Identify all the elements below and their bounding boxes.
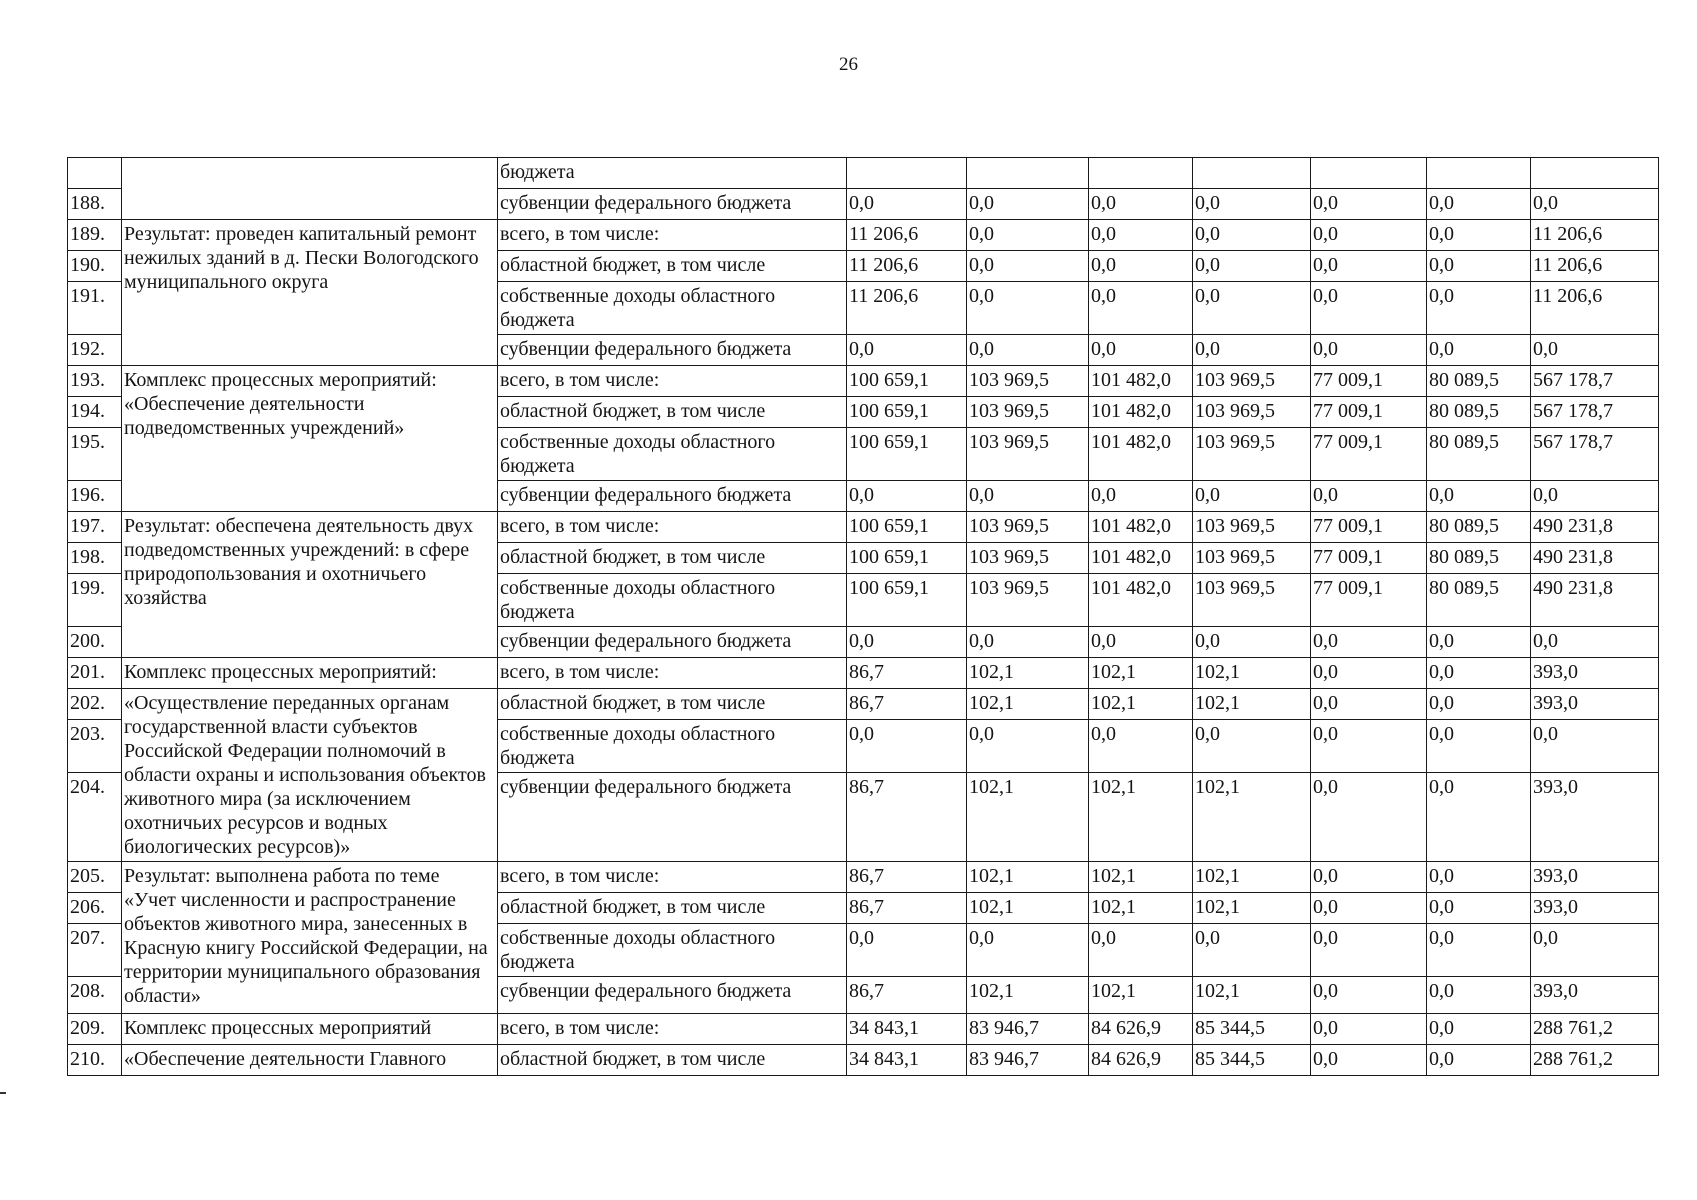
measure-description bbox=[122, 158, 498, 220]
amount-cell bbox=[1531, 158, 1659, 189]
funding-source: собственные доходы областного бюджета bbox=[498, 282, 847, 335]
row-number: 204. bbox=[68, 773, 122, 862]
amount-cell bbox=[1311, 158, 1427, 189]
funding-source: собственные доходы областного бюджета bbox=[498, 720, 847, 773]
amount-cell: 0,0 bbox=[1311, 689, 1427, 720]
amount-cell: 85 344,5 bbox=[1193, 1014, 1311, 1045]
table-row bbox=[68, 220, 1659, 251]
amount-cell: 103 969,5 bbox=[1193, 512, 1311, 543]
funding-source: субвенции федерального бюджета bbox=[498, 335, 847, 366]
row-number: 188. bbox=[68, 189, 122, 220]
funding-source: областной бюджет, в том числе bbox=[498, 689, 847, 720]
row-number: 192. bbox=[68, 335, 122, 366]
amount-cell: 288 761,2 bbox=[1531, 1014, 1659, 1045]
amount-cell: 0,0 bbox=[1427, 689, 1531, 720]
amount-cell: 0,0 bbox=[1089, 924, 1193, 977]
amount-cell: 0,0 bbox=[1089, 251, 1193, 282]
amount-cell: 0,0 bbox=[967, 627, 1089, 658]
amount-cell: 393,0 bbox=[1531, 862, 1659, 893]
amount-cell: 102,1 bbox=[1089, 773, 1193, 862]
row-number: 209. bbox=[68, 1014, 122, 1045]
amount-cell: 393,0 bbox=[1531, 977, 1659, 1014]
amount-cell: 103 969,5 bbox=[967, 512, 1089, 543]
funding-source: областной бюджет, в том числе bbox=[498, 893, 847, 924]
amount-cell: 34 843,1 bbox=[847, 1045, 967, 1076]
table-row bbox=[68, 862, 1659, 893]
funding-source: субвенции федерального бюджета bbox=[498, 773, 847, 862]
amount-cell: 0,0 bbox=[1193, 220, 1311, 251]
amount-cell bbox=[1427, 158, 1531, 189]
amount-cell: 0,0 bbox=[1427, 189, 1531, 220]
amount-cell: 0,0 bbox=[1311, 481, 1427, 512]
amount-cell: 102,1 bbox=[967, 689, 1089, 720]
amount-cell: 101 482,0 bbox=[1089, 397, 1193, 428]
amount-cell: 0,0 bbox=[1531, 335, 1659, 366]
amount-cell: 0,0 bbox=[1531, 627, 1659, 658]
amount-cell: 101 482,0 bbox=[1089, 543, 1193, 574]
row-number: 194. bbox=[68, 397, 122, 428]
amount-cell: 0,0 bbox=[1427, 481, 1531, 512]
amount-cell bbox=[967, 158, 1089, 189]
amount-cell: 0,0 bbox=[1531, 720, 1659, 773]
amount-cell: 100 659,1 bbox=[847, 574, 967, 627]
amount-cell: 101 482,0 bbox=[1089, 428, 1193, 481]
amount-cell: 0,0 bbox=[1311, 862, 1427, 893]
amount-cell: 0,0 bbox=[967, 189, 1089, 220]
amount-cell: 0,0 bbox=[1311, 893, 1427, 924]
amount-cell: 0,0 bbox=[847, 189, 967, 220]
amount-cell: 77 009,1 bbox=[1311, 428, 1427, 481]
table-row bbox=[68, 1045, 1659, 1076]
amount-cell: 0,0 bbox=[847, 481, 967, 512]
amount-cell: 567 178,7 bbox=[1531, 428, 1659, 481]
amount-cell: 102,1 bbox=[1193, 862, 1311, 893]
scan-edge-mark bbox=[0, 1092, 6, 1094]
amount-cell: 0,0 bbox=[1427, 924, 1531, 977]
measure-description: Комплекс процессных мероприятий: «Обеспечение деятельности подведомственных учреждений» bbox=[122, 366, 498, 512]
amount-cell: 0,0 bbox=[1193, 481, 1311, 512]
row-number: 202. bbox=[68, 689, 122, 720]
amount-cell: 0,0 bbox=[1089, 220, 1193, 251]
amount-cell: 103 969,5 bbox=[1193, 397, 1311, 428]
amount-cell: 0,0 bbox=[847, 924, 967, 977]
amount-cell: 80 089,5 bbox=[1427, 397, 1531, 428]
funding-source: всего, в том числе: bbox=[498, 366, 847, 397]
amount-cell: 102,1 bbox=[1089, 893, 1193, 924]
amount-cell: 102,1 bbox=[1089, 689, 1193, 720]
amount-cell: 11 206,6 bbox=[1531, 251, 1659, 282]
measure-description: «Осуществление переданных органам государственной власти субъектов Российской Федерации полномочий в области охраны и использования объектов животного мира (за исключением охотничьих ресурсов и водных биологических ресурсов)» bbox=[122, 689, 498, 862]
measure-description: Результат: проведен капитальный ремонт нежилых зданий в д. Пески Вологодского муниципального округа bbox=[122, 220, 498, 366]
amount-cell: 86,7 bbox=[847, 862, 967, 893]
measure-description: Комплекс процессных мероприятий bbox=[122, 1014, 498, 1045]
amount-cell: 0,0 bbox=[967, 251, 1089, 282]
amount-cell: 102,1 bbox=[1193, 658, 1311, 689]
amount-cell: 102,1 bbox=[1193, 689, 1311, 720]
row-number: 205. bbox=[68, 862, 122, 893]
amount-cell: 0,0 bbox=[1311, 1045, 1427, 1076]
amount-cell: 11 206,6 bbox=[847, 282, 967, 335]
row-number: 191. bbox=[68, 282, 122, 335]
row-number: 207. bbox=[68, 924, 122, 977]
amount-cell: 0,0 bbox=[1311, 977, 1427, 1014]
amount-cell: 0,0 bbox=[1193, 627, 1311, 658]
amount-cell: 101 482,0 bbox=[1089, 512, 1193, 543]
row-number: 196. bbox=[68, 481, 122, 512]
row-number: 206. bbox=[68, 893, 122, 924]
row-number: 195. bbox=[68, 428, 122, 481]
funding-source: областной бюджет, в том числе bbox=[498, 251, 847, 282]
page-number: 26 bbox=[839, 54, 858, 75]
amount-cell: 0,0 bbox=[967, 335, 1089, 366]
amount-cell: 101 482,0 bbox=[1089, 574, 1193, 627]
amount-cell: 0,0 bbox=[1427, 251, 1531, 282]
amount-cell: 0,0 bbox=[1427, 720, 1531, 773]
amount-cell: 393,0 bbox=[1531, 658, 1659, 689]
amount-cell: 102,1 bbox=[967, 893, 1089, 924]
funding-source: областной бюджет, в том числе bbox=[498, 1045, 847, 1076]
amount-cell: 0,0 bbox=[1427, 862, 1531, 893]
amount-cell: 0,0 bbox=[1427, 335, 1531, 366]
amount-cell: 85 344,5 bbox=[1193, 1045, 1311, 1076]
amount-cell: 100 659,1 bbox=[847, 543, 967, 574]
amount-cell: 77 009,1 bbox=[1311, 574, 1427, 627]
amount-cell: 0,0 bbox=[967, 481, 1089, 512]
row-number: 198. bbox=[68, 543, 122, 574]
amount-cell: 0,0 bbox=[1311, 1014, 1427, 1045]
amount-cell: 0,0 bbox=[1311, 924, 1427, 977]
amount-cell: 100 659,1 bbox=[847, 428, 967, 481]
amount-cell: 0,0 bbox=[1089, 627, 1193, 658]
amount-cell: 100 659,1 bbox=[847, 512, 967, 543]
amount-cell: 490 231,8 bbox=[1531, 512, 1659, 543]
amount-cell: 77 009,1 bbox=[1311, 543, 1427, 574]
amount-cell: 0,0 bbox=[1531, 189, 1659, 220]
amount-cell: 0,0 bbox=[1089, 189, 1193, 220]
amount-cell: 103 969,5 bbox=[1193, 428, 1311, 481]
measure-description: Результат: выполнена работа по теме «Учет численности и распространение объектов животного мира, занесенных в Красную книгу Российской Федерации, на территории муниципального образования области» bbox=[122, 862, 498, 1014]
row-number: 190. bbox=[68, 251, 122, 282]
amount-cell: 0,0 bbox=[1427, 893, 1531, 924]
amount-cell: 102,1 bbox=[967, 977, 1089, 1014]
funding-source: субвенции федерального бюджета bbox=[498, 189, 847, 220]
amount-cell: 0,0 bbox=[1089, 335, 1193, 366]
amount-cell: 102,1 bbox=[1089, 658, 1193, 689]
funding-source: областной бюджет, в том числе bbox=[498, 397, 847, 428]
funding-source: собственные доходы областного бюджета bbox=[498, 924, 847, 977]
amount-cell: 0,0 bbox=[1193, 251, 1311, 282]
amount-cell: 393,0 bbox=[1531, 893, 1659, 924]
table-row bbox=[68, 658, 1659, 689]
amount-cell: 77 009,1 bbox=[1311, 397, 1427, 428]
amount-cell: 0,0 bbox=[1427, 220, 1531, 251]
amount-cell: 0,0 bbox=[1531, 481, 1659, 512]
funding-source: всего, в том числе: bbox=[498, 1014, 847, 1045]
amount-cell: 0,0 bbox=[1311, 282, 1427, 335]
amount-cell bbox=[847, 158, 967, 189]
amount-cell: 77 009,1 bbox=[1311, 512, 1427, 543]
amount-cell: 100 659,1 bbox=[847, 366, 967, 397]
measure-description: «Обеспечение деятельности Главного bbox=[122, 1045, 498, 1076]
funding-source: субвенции федерального бюджета bbox=[498, 481, 847, 512]
funding-source: бюджета bbox=[498, 158, 847, 189]
amount-cell: 0,0 bbox=[1311, 251, 1427, 282]
amount-cell: 102,1 bbox=[1193, 977, 1311, 1014]
amount-cell: 80 089,5 bbox=[1427, 543, 1531, 574]
amount-cell: 103 969,5 bbox=[1193, 366, 1311, 397]
amount-cell: 83 946,7 bbox=[967, 1045, 1089, 1076]
row-number: 193. bbox=[68, 366, 122, 397]
amount-cell: 77 009,1 bbox=[1311, 366, 1427, 397]
amount-cell: 86,7 bbox=[847, 689, 967, 720]
amount-cell: 0,0 bbox=[1427, 977, 1531, 1014]
amount-cell: 86,7 bbox=[847, 658, 967, 689]
funding-source: областной бюджет, в том числе bbox=[498, 543, 847, 574]
measure-description: Комплекс процессных мероприятий: bbox=[122, 658, 498, 689]
amount-cell: 0,0 bbox=[1193, 282, 1311, 335]
amount-cell: 83 946,7 bbox=[967, 1014, 1089, 1045]
amount-cell: 0,0 bbox=[1089, 282, 1193, 335]
amount-cell: 0,0 bbox=[1311, 627, 1427, 658]
amount-cell: 102,1 bbox=[967, 773, 1089, 862]
amount-cell: 0,0 bbox=[967, 220, 1089, 251]
amount-cell: 0,0 bbox=[967, 924, 1089, 977]
funding-source: всего, в том числе: bbox=[498, 512, 847, 543]
amount-cell: 103 969,5 bbox=[967, 543, 1089, 574]
amount-cell: 102,1 bbox=[1193, 893, 1311, 924]
row-number: 197. bbox=[68, 512, 122, 543]
amount-cell: 0,0 bbox=[847, 720, 967, 773]
amount-cell: 103 969,5 bbox=[967, 366, 1089, 397]
amount-cell: 0,0 bbox=[1089, 481, 1193, 512]
amount-cell bbox=[1089, 158, 1193, 189]
amount-cell: 0,0 bbox=[1427, 1045, 1531, 1076]
table-row bbox=[68, 158, 1659, 189]
amount-cell: 102,1 bbox=[967, 862, 1089, 893]
amount-cell: 0,0 bbox=[1193, 720, 1311, 773]
amount-cell: 101 482,0 bbox=[1089, 366, 1193, 397]
row-number: 199. bbox=[68, 574, 122, 627]
row-number: 208. bbox=[68, 977, 122, 1014]
table-body bbox=[68, 158, 1659, 1076]
amount-cell bbox=[1193, 158, 1311, 189]
row-number: 189. bbox=[68, 220, 122, 251]
amount-cell: 0,0 bbox=[1427, 282, 1531, 335]
amount-cell: 84 626,9 bbox=[1089, 1014, 1193, 1045]
amount-cell: 11 206,6 bbox=[847, 220, 967, 251]
amount-cell: 0,0 bbox=[1311, 720, 1427, 773]
table-row bbox=[68, 1014, 1659, 1045]
amount-cell: 80 089,5 bbox=[1427, 366, 1531, 397]
row-number: 210. bbox=[68, 1045, 122, 1076]
amount-cell: 11 206,6 bbox=[1531, 220, 1659, 251]
amount-cell: 11 206,6 bbox=[847, 251, 967, 282]
row-number: 201. bbox=[68, 658, 122, 689]
amount-cell: 102,1 bbox=[1193, 773, 1311, 862]
amount-cell: 0,0 bbox=[1193, 335, 1311, 366]
funding-source: субвенции федерального бюджета bbox=[498, 977, 847, 1014]
amount-cell: 102,1 bbox=[1089, 977, 1193, 1014]
amount-cell: 393,0 bbox=[1531, 689, 1659, 720]
table-row bbox=[68, 366, 1659, 397]
amount-cell: 103 969,5 bbox=[967, 397, 1089, 428]
amount-cell: 80 089,5 bbox=[1427, 428, 1531, 481]
amount-cell: 0,0 bbox=[1193, 924, 1311, 977]
funding-source: всего, в том числе: bbox=[498, 658, 847, 689]
amount-cell: 0,0 bbox=[1089, 720, 1193, 773]
amount-cell: 490 231,8 bbox=[1531, 574, 1659, 627]
amount-cell: 0,0 bbox=[1427, 773, 1531, 862]
amount-cell: 86,7 bbox=[847, 977, 967, 1014]
amount-cell: 0,0 bbox=[1193, 189, 1311, 220]
table-row bbox=[68, 512, 1659, 543]
measure-description: Результат: обеспечена деятельность двух подведомственных учреждений: в сфере природопользования и охотничьего хозяйства bbox=[122, 512, 498, 658]
amount-cell: 0,0 bbox=[1311, 335, 1427, 366]
amount-cell: 0,0 bbox=[1311, 658, 1427, 689]
amount-cell: 393,0 bbox=[1531, 773, 1659, 862]
funding-source: всего, в том числе: bbox=[498, 862, 847, 893]
row-number bbox=[68, 158, 122, 189]
amount-cell: 0,0 bbox=[847, 627, 967, 658]
amount-cell: 102,1 bbox=[1089, 862, 1193, 893]
amount-cell: 84 626,9 bbox=[1089, 1045, 1193, 1076]
amount-cell: 0,0 bbox=[967, 720, 1089, 773]
row-number: 203. bbox=[68, 720, 122, 773]
amount-cell: 103 969,5 bbox=[967, 574, 1089, 627]
amount-cell: 86,7 bbox=[847, 893, 967, 924]
table-row bbox=[68, 689, 1659, 720]
amount-cell: 100 659,1 bbox=[847, 397, 967, 428]
amount-cell: 34 843,1 bbox=[847, 1014, 967, 1045]
amount-cell: 0,0 bbox=[1427, 627, 1531, 658]
amount-cell: 0,0 bbox=[967, 282, 1089, 335]
amount-cell: 0,0 bbox=[1311, 220, 1427, 251]
row-number: 200. bbox=[68, 627, 122, 658]
amount-cell: 288 761,2 bbox=[1531, 1045, 1659, 1076]
funding-source: собственные доходы областного бюджета bbox=[498, 428, 847, 481]
funding-source: всего, в том числе: bbox=[498, 220, 847, 251]
amount-cell: 0,0 bbox=[1311, 773, 1427, 862]
amount-cell: 103 969,5 bbox=[1193, 574, 1311, 627]
amount-cell: 0,0 bbox=[1531, 924, 1659, 977]
amount-cell: 103 969,5 bbox=[967, 428, 1089, 481]
funding-source: собственные доходы областного бюджета bbox=[498, 574, 847, 627]
amount-cell: 567 178,7 bbox=[1531, 366, 1659, 397]
amount-cell: 0,0 bbox=[1311, 189, 1427, 220]
amount-cell: 86,7 bbox=[847, 773, 967, 862]
amount-cell: 80 089,5 bbox=[1427, 512, 1531, 543]
amount-cell: 11 206,6 bbox=[1531, 282, 1659, 335]
amount-cell: 80 089,5 bbox=[1427, 574, 1531, 627]
funding-source: субвенции федерального бюджета bbox=[498, 627, 847, 658]
amount-cell: 0,0 bbox=[1427, 658, 1531, 689]
amount-cell: 0,0 bbox=[847, 335, 967, 366]
amount-cell: 102,1 bbox=[967, 658, 1089, 689]
budget-funding-table bbox=[67, 157, 1659, 1076]
amount-cell: 567 178,7 bbox=[1531, 397, 1659, 428]
amount-cell: 490 231,8 bbox=[1531, 543, 1659, 574]
amount-cell: 103 969,5 bbox=[1193, 543, 1311, 574]
amount-cell: 0,0 bbox=[1427, 1014, 1531, 1045]
